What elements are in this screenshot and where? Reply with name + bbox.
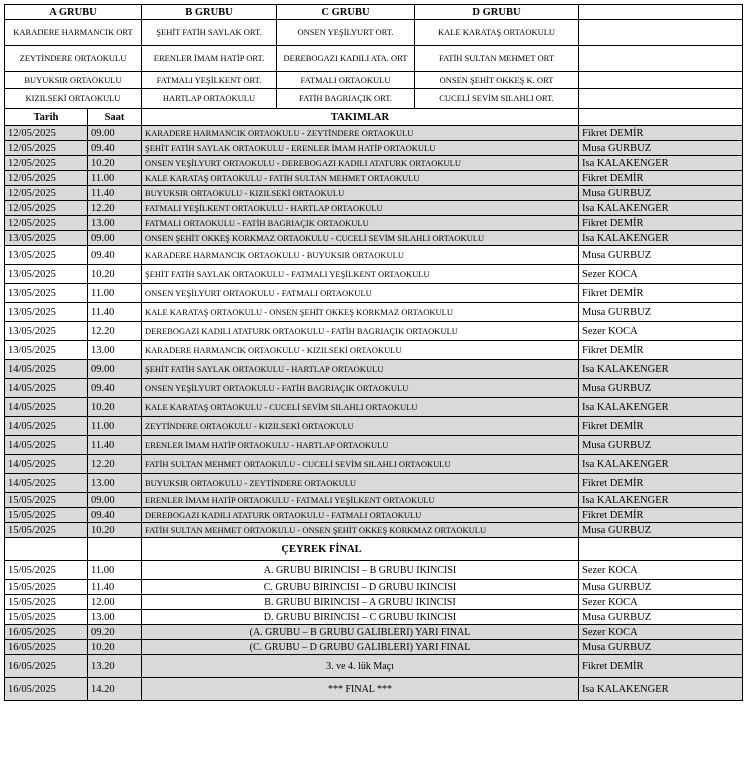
match-teams: ZEYTİNDERE ORTAOKULU - KIZILSEKİ ORTAOKULU bbox=[142, 417, 579, 436]
group-team: ONSEN YEŞİLYURT ORT. bbox=[277, 20, 415, 46]
match-time: 11.00 bbox=[88, 171, 142, 186]
group-b-header: B GRUBU bbox=[142, 5, 277, 20]
match-row bbox=[5, 265, 743, 284]
match-date: 12/05/2025 bbox=[5, 186, 88, 201]
match-row bbox=[5, 341, 743, 360]
match-row bbox=[5, 523, 743, 538]
match-time: 11.00 bbox=[88, 284, 142, 303]
groups-row bbox=[5, 46, 743, 72]
groups-header-row bbox=[5, 5, 743, 20]
final-row bbox=[5, 595, 743, 610]
match-teams: D. GRUBU BIRINCISI – C GRUBU IKINCISI bbox=[142, 610, 579, 625]
group-team: FATİH SULTAN MEHMET ORT bbox=[415, 46, 579, 72]
match-row bbox=[5, 398, 743, 417]
match-date: 13/05/2025 bbox=[5, 322, 88, 341]
match-date: 12/05/2025 bbox=[5, 141, 88, 156]
match-official: Fikret DEMİR bbox=[579, 474, 743, 493]
match-time: 11.40 bbox=[88, 303, 142, 322]
match-date: 14/05/2025 bbox=[5, 455, 88, 474]
group-team: HARTLAP ORTAOKULU bbox=[142, 89, 277, 109]
date-column-header: Tarih bbox=[5, 109, 88, 126]
match-official: Sezer KOCA bbox=[579, 625, 743, 640]
match-time: 13.00 bbox=[88, 341, 142, 360]
final-row bbox=[5, 655, 743, 678]
match-official: Sezer KOCA bbox=[579, 322, 743, 341]
match-date: 16/05/2025 bbox=[5, 640, 88, 655]
match-time: 11.40 bbox=[88, 186, 142, 201]
match-teams: FATMALI YEŞİLKENT ORTAOKULU - HARTLAP ORTAOKULU bbox=[142, 201, 579, 216]
match-teams: KALE KARATAŞ ORTAOKULU - FATİH SULTAN MEHMET ORTAOKULU bbox=[142, 171, 579, 186]
match-time: 14.20 bbox=[88, 678, 142, 701]
groups-table bbox=[4, 4, 743, 109]
match-teams: A. GRUBU BIRINCISI – B GRUBU IKINCISI bbox=[142, 561, 579, 580]
match-time: 10.20 bbox=[88, 265, 142, 284]
match-teams: FATMALI ORTAOKULU - FATİH BAGRIAÇIK ORTAOKULU bbox=[142, 216, 579, 231]
match-date: 13/05/2025 bbox=[5, 303, 88, 322]
group-team: FATİH BAGRIAÇIK ORT. bbox=[277, 89, 415, 109]
match-time: 11.00 bbox=[88, 417, 142, 436]
match-time: 13.00 bbox=[88, 610, 142, 625]
match-official: Isa KALAKENGER bbox=[579, 493, 743, 508]
match-teams: ŞEHİT FATİH SAYLAK ORTAOKULU - ERENLER İMAM HATİP ORTAOKULU bbox=[142, 141, 579, 156]
match-time: 09.00 bbox=[88, 126, 142, 141]
match-date: 14/05/2025 bbox=[5, 474, 88, 493]
match-row bbox=[5, 216, 743, 231]
match-time: 09.40 bbox=[88, 508, 142, 523]
match-date: 16/05/2025 bbox=[5, 678, 88, 701]
group-team: FATMALI ORTAOKULU bbox=[277, 72, 415, 89]
match-official: Musa GURBUZ bbox=[579, 640, 743, 655]
match-date: 15/05/2025 bbox=[5, 493, 88, 508]
match-official: Fikret DEMİR bbox=[579, 417, 743, 436]
quarter-final-title: ÇEYREK FİNAL bbox=[142, 538, 579, 561]
match-date: 12/05/2025 bbox=[5, 216, 88, 231]
match-time: 10.20 bbox=[88, 156, 142, 171]
group-team: ONSEN ŞEHİT OKKEŞ K. ORT bbox=[415, 72, 579, 89]
match-official: Musa GURBUZ bbox=[579, 610, 743, 625]
match-time: 09.20 bbox=[88, 625, 142, 640]
match-official: Musa GURBUZ bbox=[579, 141, 743, 156]
groups-blank-cell bbox=[579, 89, 743, 109]
match-official: Sezer KOCA bbox=[579, 595, 743, 610]
match-time: 12.20 bbox=[88, 201, 142, 216]
match-time: 10.20 bbox=[88, 398, 142, 417]
match-official: Isa KALAKENGER bbox=[579, 455, 743, 474]
final-row bbox=[5, 640, 743, 655]
group-team: ERENLER İMAM HATİP ORT. bbox=[142, 46, 277, 72]
match-official: Musa GURBUZ bbox=[579, 246, 743, 265]
match-date: 16/05/2025 bbox=[5, 655, 88, 678]
match-row bbox=[5, 455, 743, 474]
match-time: 12.20 bbox=[88, 455, 142, 474]
match-teams: ONSEN YEŞİLYURT ORTAOKULU - DEREBOGAZI KADILI ATATURK ORTAOKULU bbox=[142, 156, 579, 171]
match-teams: KARADERE HARMANCIK ORTAOKULU - KIZILSEKİ ORTAOKULU bbox=[142, 341, 579, 360]
match-row bbox=[5, 186, 743, 201]
match-date: 13/05/2025 bbox=[5, 284, 88, 303]
match-teams: DEREBOGAZI KADILI ATATURK ORTAOKULU - FATİH BAGRIAÇIK ORTAOKULU bbox=[142, 322, 579, 341]
match-teams: 3. ve 4. lük Maçı bbox=[142, 655, 579, 678]
match-row bbox=[5, 201, 743, 216]
match-official: Musa GURBUZ bbox=[579, 580, 743, 595]
match-official: Fikret DEMİR bbox=[579, 216, 743, 231]
match-date: 15/05/2025 bbox=[5, 610, 88, 625]
groups-blank-cell bbox=[579, 72, 743, 89]
match-date: 14/05/2025 bbox=[5, 379, 88, 398]
groups-blank-cell bbox=[579, 20, 743, 46]
groups-row bbox=[5, 89, 743, 109]
match-time: 10.20 bbox=[88, 640, 142, 655]
match-teams: *** FINAL *** bbox=[142, 678, 579, 701]
match-date: 14/05/2025 bbox=[5, 360, 88, 379]
match-time: 11.40 bbox=[88, 580, 142, 595]
match-row bbox=[5, 126, 743, 141]
match-teams: FATİH SULTAN MEHMET ORTAOKULU - ONSEN ŞEHİT OKKEŞ KORKMAZ ORTAOKULU bbox=[142, 523, 579, 538]
match-teams: ONSEN ŞEHİT OKKEŞ KORKMAZ ORTAOKULU - CUCELİ SEVİM SILAHLI ORTAOKULU bbox=[142, 231, 579, 246]
match-teams: KALE KARATAŞ ORTAOKULU - ONSEN ŞEHİT OKKEŞ KORKMAZ ORTAOKULU bbox=[142, 303, 579, 322]
match-date: 12/05/2025 bbox=[5, 201, 88, 216]
match-official: Musa GURBUZ bbox=[579, 303, 743, 322]
match-date: 15/05/2025 bbox=[5, 580, 88, 595]
match-official: Sezer KOCA bbox=[579, 561, 743, 580]
match-official: Isa KALAKENGER bbox=[579, 360, 743, 379]
match-teams: KARADERE HARMANCIK ORTAOKULU - BUYUKSIR ORTAOKULU bbox=[142, 246, 579, 265]
match-official: Musa GURBUZ bbox=[579, 436, 743, 455]
groups-row bbox=[5, 72, 743, 89]
groups-row bbox=[5, 20, 743, 46]
group-a-header: A GRUBU bbox=[5, 5, 142, 20]
match-time: 12.20 bbox=[88, 322, 142, 341]
match-row bbox=[5, 436, 743, 455]
final-row bbox=[5, 625, 743, 640]
match-teams: (C. GRUBU – D GRUBU GALIBLERI) YARI FINAL bbox=[142, 640, 579, 655]
group-team: ZEYTİNDERE ORTAOKULU bbox=[5, 46, 142, 72]
match-date: 13/05/2025 bbox=[5, 246, 88, 265]
group-team: FATMALI YEŞİLKENT ORT. bbox=[142, 72, 277, 89]
match-teams: DEREBOGAZI KADILI ATATURK ORTAOKULU - FATMALI ORTAOKULU bbox=[142, 508, 579, 523]
match-teams: ONSEN YEŞİLYURT ORTAOKULU - FATİH BAGRIAÇIK ORTAOKULU bbox=[142, 379, 579, 398]
match-date: 14/05/2025 bbox=[5, 398, 88, 417]
match-date: 14/05/2025 bbox=[5, 436, 88, 455]
match-teams: BUYUKSIR ORTAOKULU - KIZILSEKİ ORTAOKULU bbox=[142, 186, 579, 201]
match-teams: C. GRUBU BIRINCISI – D GRUBU IKINCISI bbox=[142, 580, 579, 595]
schedule-header-row bbox=[5, 109, 743, 126]
match-teams: BUYUKSIR ORTAOKULU - ZEYTİNDERE ORTAOKULU bbox=[142, 474, 579, 493]
match-official: Fikret DEMİR bbox=[579, 126, 743, 141]
match-time: 09.40 bbox=[88, 379, 142, 398]
match-row bbox=[5, 360, 743, 379]
match-date: 16/05/2025 bbox=[5, 625, 88, 640]
match-official: Sezer KOCA bbox=[579, 265, 743, 284]
match-row bbox=[5, 303, 743, 322]
match-teams: ERENLER İMAM HATİP ORTAOKULU - FATMALI YEŞİLKENT ORTAOKULU bbox=[142, 493, 579, 508]
group-team: ŞEHİT FATİH SAYLAK ORT. bbox=[142, 20, 277, 46]
match-official: Fikret DEMİR bbox=[579, 341, 743, 360]
match-row bbox=[5, 417, 743, 436]
schedule-table bbox=[4, 108, 743, 701]
group-team: KALE KARATAŞ ORTAOKULU bbox=[415, 20, 579, 46]
match-row bbox=[5, 322, 743, 341]
match-teams: KALE KARATAŞ ORTAOKULU - CUCELİ SEVİM SILAHLI ORTAOKULU bbox=[142, 398, 579, 417]
groups-blank-header bbox=[579, 5, 743, 20]
fixture-sheet bbox=[4, 4, 742, 701]
match-official: Fikret DEMİR bbox=[579, 508, 743, 523]
match-date: 13/05/2025 bbox=[5, 231, 88, 246]
match-row bbox=[5, 171, 743, 186]
group-team: KIZILSEKİ ORTAOKULU bbox=[5, 89, 142, 109]
match-date: 15/05/2025 bbox=[5, 595, 88, 610]
match-teams: ONSEN YEŞİLYURT ORTAOKULU - FATMALI ORTAOKULU bbox=[142, 284, 579, 303]
match-official: Isa KALAKENGER bbox=[579, 398, 743, 417]
match-time: 11.00 bbox=[88, 561, 142, 580]
match-time: 13.20 bbox=[88, 655, 142, 678]
match-teams: FATİH SULTAN MEHMET ORTAOKULU - CUCELİ SEVİM SILAHLI ORTAOKULU bbox=[142, 455, 579, 474]
match-time: 09.40 bbox=[88, 141, 142, 156]
match-time: 10.20 bbox=[88, 523, 142, 538]
final-row bbox=[5, 580, 743, 595]
blank-cell bbox=[579, 538, 743, 561]
match-row bbox=[5, 156, 743, 171]
time-column-header: Saat bbox=[88, 109, 142, 126]
blank-cell bbox=[5, 538, 88, 561]
match-teams: ŞEHİT FATİH SAYLAK ORTAOKULU - HARTLAP ORTAOKULU bbox=[142, 360, 579, 379]
final-row bbox=[5, 561, 743, 580]
final-row bbox=[5, 610, 743, 625]
match-row bbox=[5, 284, 743, 303]
match-date: 15/05/2025 bbox=[5, 523, 88, 538]
group-d-header: D GRUBU bbox=[415, 5, 579, 20]
groups-blank-cell bbox=[579, 46, 743, 72]
quarter-final-title-row bbox=[5, 538, 743, 561]
match-date: 14/05/2025 bbox=[5, 417, 88, 436]
match-row bbox=[5, 474, 743, 493]
match-official: Isa KALAKENGER bbox=[579, 201, 743, 216]
match-teams: ERENLER İMAM HATİP ORTAOKULU - HARTLAP ORTAOKULU bbox=[142, 436, 579, 455]
match-time: 09.40 bbox=[88, 246, 142, 265]
match-official: Musa GURBUZ bbox=[579, 523, 743, 538]
match-row bbox=[5, 379, 743, 398]
match-time: 13.00 bbox=[88, 216, 142, 231]
group-team: KARADERE HARMANCIK ORT bbox=[5, 20, 142, 46]
match-row bbox=[5, 231, 743, 246]
match-teams: KARADERE HARMANCIK ORTAOKULU - ZEYTİNDERE ORTAOKULU bbox=[142, 126, 579, 141]
match-row bbox=[5, 246, 743, 265]
match-date: 12/05/2025 bbox=[5, 126, 88, 141]
match-official: Isa KALAKENGER bbox=[579, 156, 743, 171]
match-time: 13.00 bbox=[88, 474, 142, 493]
match-time: 11.40 bbox=[88, 436, 142, 455]
match-time: 09.00 bbox=[88, 231, 142, 246]
match-row bbox=[5, 493, 743, 508]
match-row bbox=[5, 508, 743, 523]
group-team: DEREBOGAZI KADILI ATA. ORT bbox=[277, 46, 415, 72]
group-team: CUCELİ SEVİM SILAHLI ORT. bbox=[415, 89, 579, 109]
match-official: Isa KALAKENGER bbox=[579, 231, 743, 246]
match-teams: (A. GRUBU – B GRUBU GALIBLERI) YARI FINAL bbox=[142, 625, 579, 640]
match-official: Musa GURBUZ bbox=[579, 186, 743, 201]
match-date: 15/05/2025 bbox=[5, 508, 88, 523]
match-official: Fikret DEMİR bbox=[579, 284, 743, 303]
match-time: 12.00 bbox=[88, 595, 142, 610]
match-teams: ŞEHİT FATİH SAYLAK ORTAOKULU - FATMALI YEŞİLKENT ORTAOKULU bbox=[142, 265, 579, 284]
match-date: 12/05/2025 bbox=[5, 156, 88, 171]
teams-column-header: TAKIMLAR bbox=[142, 109, 579, 126]
final-row bbox=[5, 678, 743, 701]
match-date: 12/05/2025 bbox=[5, 171, 88, 186]
match-time: 09.00 bbox=[88, 360, 142, 379]
blank-cell bbox=[88, 538, 142, 561]
match-date: 15/05/2025 bbox=[5, 561, 88, 580]
match-official: Fikret DEMİR bbox=[579, 171, 743, 186]
match-official: Musa GURBUZ bbox=[579, 379, 743, 398]
match-date: 13/05/2025 bbox=[5, 265, 88, 284]
match-time: 09.00 bbox=[88, 493, 142, 508]
group-team: BUYUKSIR ORTAOKULU bbox=[5, 72, 142, 89]
match-official: Fikret DEMİR bbox=[579, 655, 743, 678]
match-teams: B. GRUBU BIRINCISI – A GRUBU IKINCISI bbox=[142, 595, 579, 610]
match-official: Isa KALAKENGER bbox=[579, 678, 743, 701]
match-date: 13/05/2025 bbox=[5, 341, 88, 360]
match-row bbox=[5, 141, 743, 156]
official-column-header bbox=[579, 109, 743, 126]
group-c-header: C GRUBU bbox=[277, 5, 415, 20]
